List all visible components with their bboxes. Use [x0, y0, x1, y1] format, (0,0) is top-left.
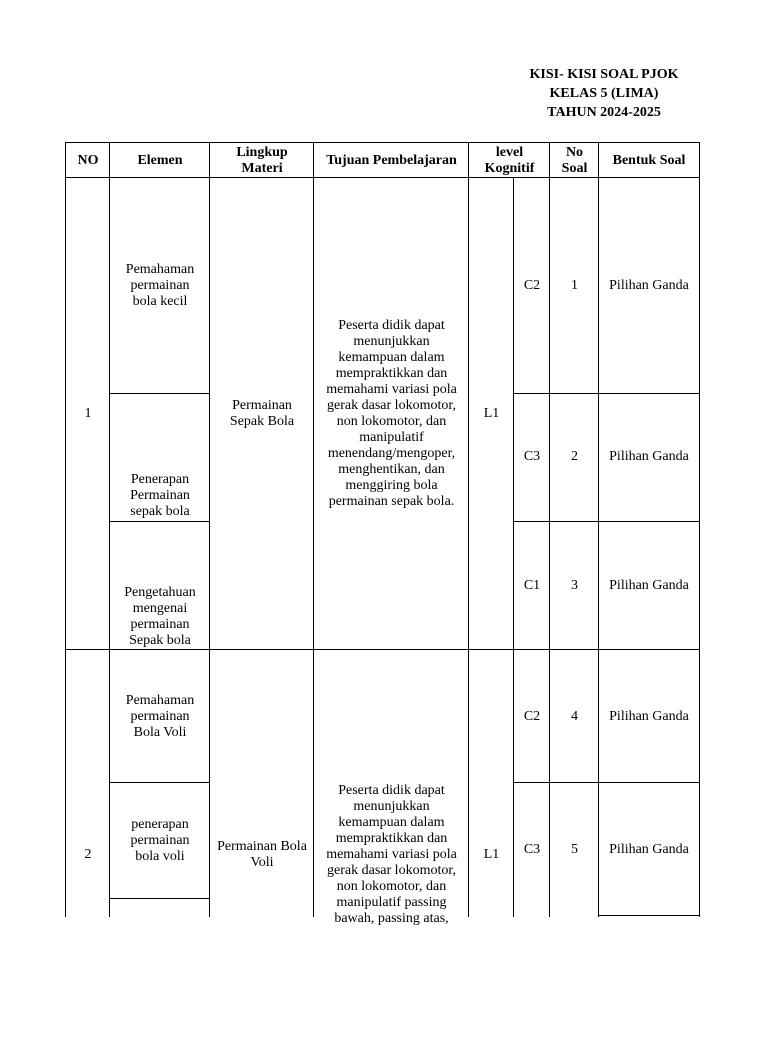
header-elemen: Elemen: [137, 152, 183, 168]
row-no: 1: [84, 406, 92, 421]
bentuk-soal-cell: Pilihan Ganda: [609, 577, 689, 593]
col-line: [468, 142, 469, 917]
lingkup-materi-cell: Permainan Sepak Bola: [229, 398, 295, 429]
no-soal-cell: 2: [571, 449, 578, 464]
document-class: KELAS 5 (LIMA): [549, 86, 659, 101]
bentuk-soal-cell: Pilihan Ganda: [609, 277, 689, 293]
level-cell: L1: [483, 406, 500, 421]
header-no: NO: [77, 152, 99, 168]
no-soal-cell: 1: [571, 277, 578, 293]
kognitif-cell: C3: [523, 841, 541, 857]
header-bentuk-soal: Bentuk Soal: [612, 152, 686, 168]
elemen-cell: Pemahaman permainan bola kecil: [125, 261, 195, 309]
kognitif-cell: C3: [523, 449, 541, 464]
group-divider: [66, 649, 700, 650]
row-no: 2: [84, 847, 92, 862]
header-lingkup-materi: Lingkup Materi: [236, 144, 288, 176]
row-divider: [514, 393, 700, 394]
col-line: [209, 142, 210, 917]
col-line: [513, 178, 514, 917]
header-no-soal: No Soal: [561, 144, 588, 176]
bentuk-soal-cell: Pilihan Ganda: [609, 449, 689, 464]
col-line: [109, 142, 110, 917]
col-line: [598, 142, 599, 917]
row-divider: [514, 521, 700, 522]
col-line: [65, 142, 66, 917]
header-divider: [66, 177, 700, 178]
elemen-cell: penerapan permainan bola voli: [130, 816, 190, 864]
col-line: [549, 142, 550, 917]
kognitif-cell: C2: [523, 277, 541, 293]
bentuk-soal-cell: Pilihan Ganda: [609, 708, 689, 724]
header-tujuan-pembelajaran: Tujuan Pembelajaran: [326, 152, 457, 168]
row-divider: [599, 915, 700, 916]
elemen-cell: Penerapan Permainan sepak bola: [130, 472, 190, 519]
elemen-cell: Pengetahuan mengenai permainan Sepak bola: [124, 585, 196, 648]
document-year: TAHUN 2024-2025: [547, 105, 661, 120]
row-divider: [110, 782, 210, 783]
no-soal-cell: 4: [571, 708, 578, 724]
col-line: [699, 142, 700, 917]
level-cell: L1: [483, 847, 500, 862]
col-line: [313, 142, 314, 917]
lingkup-materi-cell: Permainan Bola Voli: [217, 839, 307, 870]
row-divider: [110, 521, 210, 522]
no-soal-cell: 5: [571, 841, 578, 857]
no-soal-cell: 3: [571, 577, 578, 593]
row-divider: [110, 393, 210, 394]
row-divider: [110, 898, 210, 899]
kognitif-cell: C1: [523, 577, 541, 593]
elemen-cell: Pemahaman permainan Bola Voli: [125, 692, 195, 740]
tujuan-pembelajaran-cell: Peserta didik dapat menunjukkan kemampuan dalam mempraktikkan dan memahami variasi pola gerak dasar lokomotor, non lokomotor, dan manipulatif passing bawah, passing atas,: [326, 783, 457, 926]
header-level-kognitif: level Kognitif: [484, 144, 535, 176]
table-border-top: [66, 142, 700, 143]
tujuan-pembelajaran-cell: Peserta didik dapat menunjukkan kemampuan dalam mempraktikkan dan memahami variasi pola gerak dasar lokomotor, non lokomotor, dan manipulatif menendang/mengoper, menghentikan, dan menggiring bola permainan sepak bola.: [326, 318, 457, 509]
document-title: KISI- KISI SOAL PJOK: [529, 67, 679, 82]
bentuk-soal-cell: Pilihan Ganda: [609, 841, 689, 857]
row-divider: [514, 782, 700, 783]
kognitif-cell: C2: [523, 708, 541, 724]
